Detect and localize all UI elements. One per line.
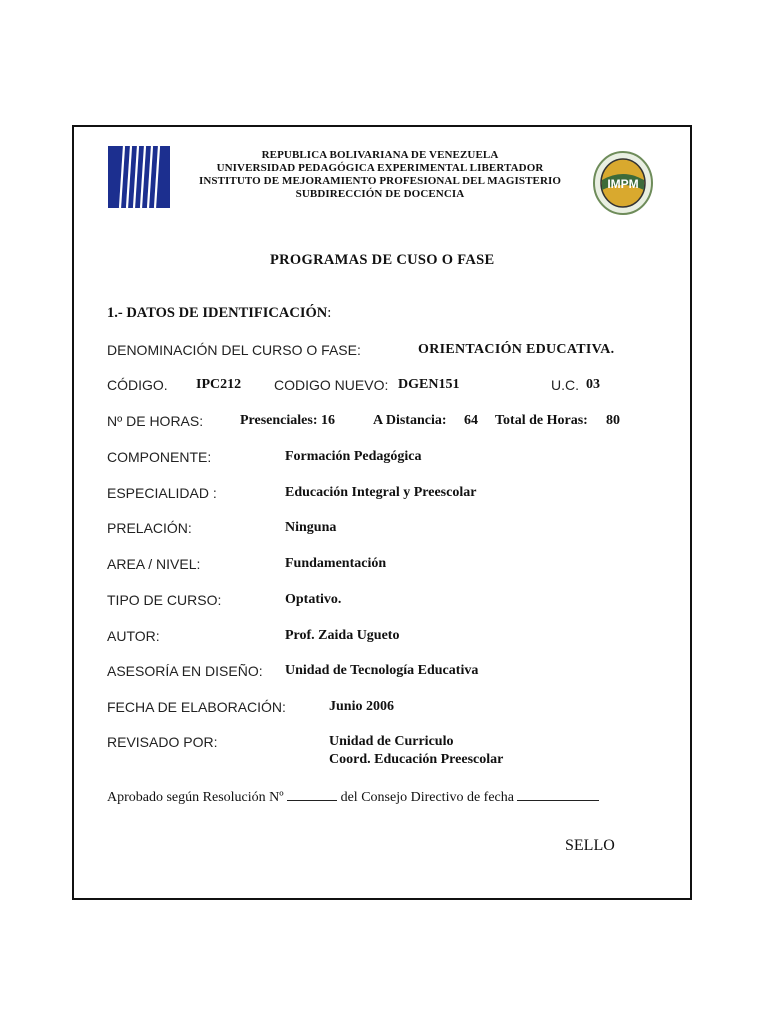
especialidad-label: ESPECIALIDAD : [107, 485, 217, 501]
doc-title: PROGRAMAS DE CUSO O FASE [270, 252, 495, 268]
revisado-label: REVISADO POR: [107, 734, 218, 750]
fecha-elaboracion-value: Junio 2006 [329, 699, 394, 714]
codigo-label: CÓDIGO. [107, 377, 168, 393]
header-line-2: UNIVERSIDAD PEDAGÓGICA EXPERIMENTAL LIBERTADOR [216, 162, 544, 174]
area-label: AREA / NIVEL: [107, 556, 201, 572]
codigo-nuevo-value: DGEN151 [398, 377, 460, 392]
a-distancia-value: 64 [464, 413, 478, 428]
a-distancia-label: A Distancia: [373, 413, 447, 428]
total-horas-value: 80 [606, 413, 620, 428]
approval-date-blank [517, 788, 599, 801]
ipmm-logo-text: IMPM [607, 177, 639, 191]
especialidad-value: Educación Integral y Preescolar [285, 485, 477, 500]
section-heading-colon: : [327, 305, 332, 321]
header-line-3: INSTITUTO DE MEJORAMIENTO PROFESIONAL DEL MAGISTERIO [198, 175, 562, 187]
revisado-value-2: Coord. Educación Preescolar [329, 752, 504, 767]
prelacion-label: PRELACIÓN: [107, 520, 192, 536]
tipo-curso-label: TIPO DE CURSO: [107, 592, 222, 608]
prelacion-value: Ninguna [285, 520, 337, 535]
resolution-number-blank [287, 788, 337, 801]
asesoria-value: Unidad de Tecnología Educativa [285, 663, 479, 678]
autor-value: Prof. Zaida Ugueto [285, 628, 400, 643]
codigo-value: IPC212 [196, 377, 242, 392]
approval-line [107, 788, 599, 806]
header-line-4: SUBDIRECCIÓN DE DOCENCIA [295, 188, 465, 200]
denominacion-label: DENOMINACIÓN DEL CURSO O FASE: [107, 342, 361, 358]
document-frame [72, 125, 692, 900]
horas-label: Nº DE HORAS: [107, 413, 204, 429]
revisado-value-1: Unidad de Curriculo [329, 734, 454, 749]
total-horas-label: Total de Horas: [495, 413, 588, 428]
section-heading [107, 305, 331, 322]
presenciales-value: Presenciales: 16 [240, 413, 335, 428]
componente-label: COMPONENTE: [107, 449, 212, 465]
componente-value: Formación Pedagógica [285, 449, 422, 464]
section-heading-text: 1.- DATOS DE IDENTIFICACIÓN [107, 305, 328, 321]
denominacion-value: ORIENTACIÓN EDUCATIVA. [418, 342, 615, 357]
autor-label: AUTOR: [107, 628, 160, 644]
fecha-elaboracion-label: FECHA DE ELABORACIÓN: [107, 699, 286, 715]
codigo-nuevo-label: CODIGO NUEVO: [274, 377, 389, 393]
sello-label: SELLO [565, 837, 615, 854]
uc-value: 03 [586, 377, 600, 392]
approval-text-2: del Consejo Directivo de fecha [340, 790, 514, 805]
asesoria-label: ASESORÍA EN DISEÑO: [107, 663, 263, 679]
tipo-curso-value: Optativo. [285, 592, 342, 607]
approval-text-1: Aprobado según Resolución Nº [107, 790, 284, 805]
header-line-1: REPUBLICA BOLIVARIANA DE VENEZUELA [261, 149, 499, 161]
uc-label: U.C. [551, 377, 579, 393]
area-value: Fundamentación [285, 556, 387, 571]
